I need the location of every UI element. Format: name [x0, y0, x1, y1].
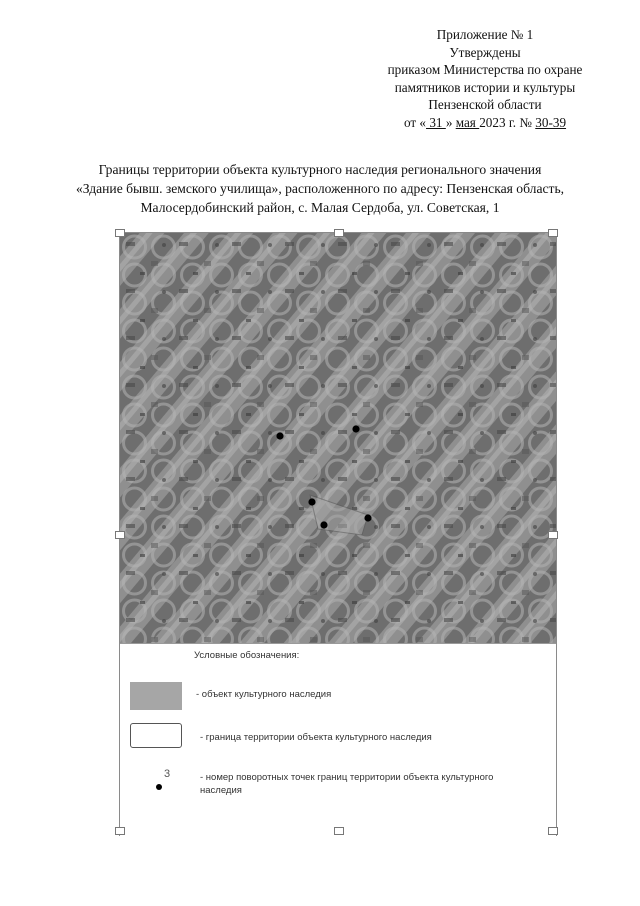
date-month: мая	[455, 114, 480, 130]
date-close: »	[445, 114, 456, 130]
order-number: 30-39	[535, 114, 567, 130]
boundary-point	[364, 514, 371, 521]
order-date-line	[330, 114, 640, 132]
frame-handle	[115, 827, 125, 835]
frame-handle	[334, 827, 344, 835]
boundary-point	[352, 425, 359, 432]
frame-handle	[548, 531, 558, 539]
boundary-point	[320, 521, 327, 528]
heritage-label: - объект культурного наследия	[196, 689, 332, 700]
boundary-swatch	[130, 723, 182, 748]
date-year: 2023 г. №	[479, 114, 536, 130]
map-legend	[120, 643, 556, 836]
map-frame	[119, 232, 557, 836]
boundary-point	[308, 498, 315, 505]
satellite-map	[120, 233, 556, 643]
title-line-3: Малосердобинский район, с. Малая Сердоба, ул. Советская, 1	[140, 200, 500, 215]
order-line-2: памятников истории и культуры	[394, 79, 576, 95]
order-line-1: приказом Министерства по охране	[387, 62, 583, 77]
boundary-label: - граница территории объекта культурного наследия	[200, 732, 432, 743]
approved-label: Утверждены	[449, 44, 521, 60]
point-dot-icon	[156, 784, 162, 790]
document-title	[40, 160, 600, 217]
appendix-number: Приложение № 1	[436, 27, 534, 42]
points-label: - номер поворотных точек границ территории объекта культурного наследия	[200, 772, 494, 796]
legend-title: Условные обозначения:	[194, 650, 300, 661]
title-line-2: «Здание бывш. земского училища», расположенного по адресу: Пензенская область,	[75, 181, 565, 196]
heritage-swatch	[130, 682, 182, 710]
frame-handle	[115, 229, 125, 237]
date-day: 31	[426, 114, 446, 130]
date-prefix: от «	[403, 114, 427, 130]
frame-handle	[334, 229, 344, 237]
point-number-sample: 3	[164, 768, 171, 780]
title-line-1: Границы территории объекта культурного наследия регионального значения	[98, 162, 542, 177]
frame-handle	[115, 531, 125, 539]
frame-handle	[548, 229, 558, 237]
appendix-block	[330, 26, 640, 131]
boundary-point	[276, 432, 283, 439]
order-line-3: Пензенской области	[428, 97, 542, 112]
frame-handle	[548, 827, 558, 835]
